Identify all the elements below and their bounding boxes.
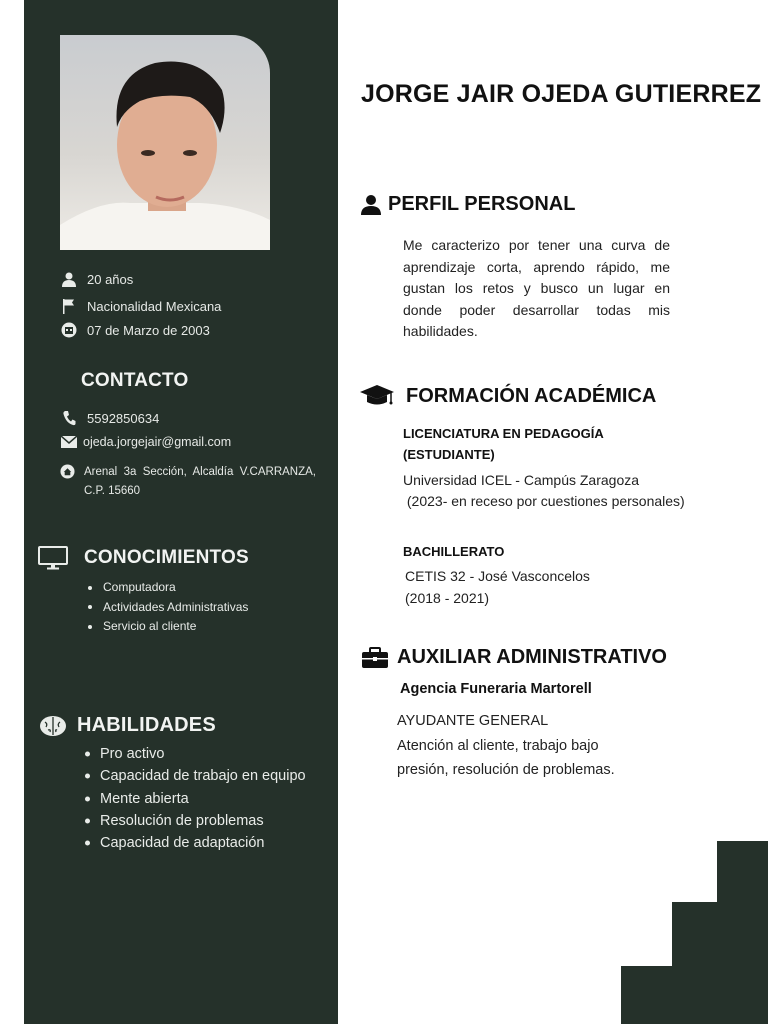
knowledge-item: Servicio al cliente — [88, 617, 248, 637]
birthdate-row — [60, 321, 210, 339]
degree-title-line1: LICENCIATURA EN PEDAGOGÍA — [403, 426, 604, 441]
contact-heading: CONTACTO — [81, 370, 189, 391]
briefcase-icon — [361, 647, 389, 669]
skills-list — [85, 743, 306, 854]
knowledge-item: Actividades Administrativas — [88, 598, 248, 618]
monitor-icon — [38, 546, 68, 570]
calendar-icon — [60, 321, 78, 339]
job-company: Agencia Funeraria Martorell — [400, 681, 592, 697]
skill-item: Capacidad de adaptación — [85, 832, 306, 854]
phone-row — [60, 409, 159, 427]
skill-item: Pro activo — [85, 743, 306, 765]
skill-item: Mente abierta — [85, 788, 306, 810]
skills-heading: HABILIDADES — [77, 714, 216, 736]
phone-text[interactable]: 5592850634 — [87, 410, 160, 426]
highschool-title: BACHILLERATO — [403, 544, 505, 559]
profile-photo — [60, 35, 270, 250]
nationality-text: Nacionalidad Mexicana — [87, 298, 222, 314]
phone-icon — [60, 409, 78, 427]
flag-icon — [60, 297, 78, 315]
graduation-cap-icon — [359, 383, 395, 409]
profile-heading-row — [361, 193, 575, 216]
nationality-row — [60, 297, 221, 315]
age-text: 20 años — [87, 271, 134, 287]
birthdate-text: 07 de Marzo de 2003 — [87, 322, 210, 338]
degree-title-line2: (ESTUDIANTE) — [403, 447, 495, 462]
job-desc-line1: Atención al cliente, trabajo bajo — [397, 738, 599, 754]
home-icon — [60, 464, 76, 480]
highschool-years: (2018 - 2021) — [405, 590, 490, 606]
user-icon — [361, 194, 381, 215]
job-role: AYUDANTE GENERAL — [397, 713, 549, 729]
full-name: JORGE JAIR OJEDA GUTIERREZ — [361, 80, 762, 108]
address-text: Arenal 3a Sección, Alcaldía V.CARRANZA, C.P. 15660 — [84, 466, 316, 497]
knowledge-heading-row — [38, 546, 249, 570]
highschool-school: CETIS 32 - José Vasconcelos — [405, 568, 590, 584]
job-desc-line2: presión, resolución de problemas. — [397, 762, 615, 778]
decorative-step — [621, 966, 768, 1024]
job-heading-row — [361, 646, 667, 669]
skills-heading-row — [39, 714, 216, 737]
profile-heading: PERFIL PERSONAL — [388, 193, 576, 215]
email-text[interactable]: ojeda.jorgejair@gmail.com — [83, 435, 232, 449]
job-heading: AUXILIAR ADMINISTRATIVO — [397, 646, 667, 668]
profile-text: Me caracterizo por tener una curva de aprendizaje corta, aprendo rápido, me gustan los retos y busco un lugar en donde poder desarrollar todas mis habilidades. — [403, 237, 670, 339]
email-row — [60, 433, 231, 451]
portrait-image — [60, 35, 270, 250]
degree-school: Universidad ICEL - Campús Zaragoza — [403, 472, 640, 488]
user-icon — [60, 270, 78, 288]
age-row — [60, 270, 133, 288]
knowledge-list — [88, 578, 248, 637]
mail-icon — [60, 433, 78, 451]
education-heading-row — [359, 383, 656, 409]
knowledge-heading: CONOCIMIENTOS — [84, 547, 249, 568]
education-heading: FORMACIÓN ACADÉMICA — [406, 384, 657, 407]
knowledge-item: Computadora — [88, 578, 248, 598]
skill-item: Resolución de problemas — [85, 810, 306, 832]
degree-status: (2023- en receso por cuestiones personales) — [403, 493, 685, 509]
skill-item: Capacidad de trabajo en equipo — [85, 765, 306, 787]
sidebar — [24, 0, 338, 1024]
brain-icon — [39, 715, 67, 737]
